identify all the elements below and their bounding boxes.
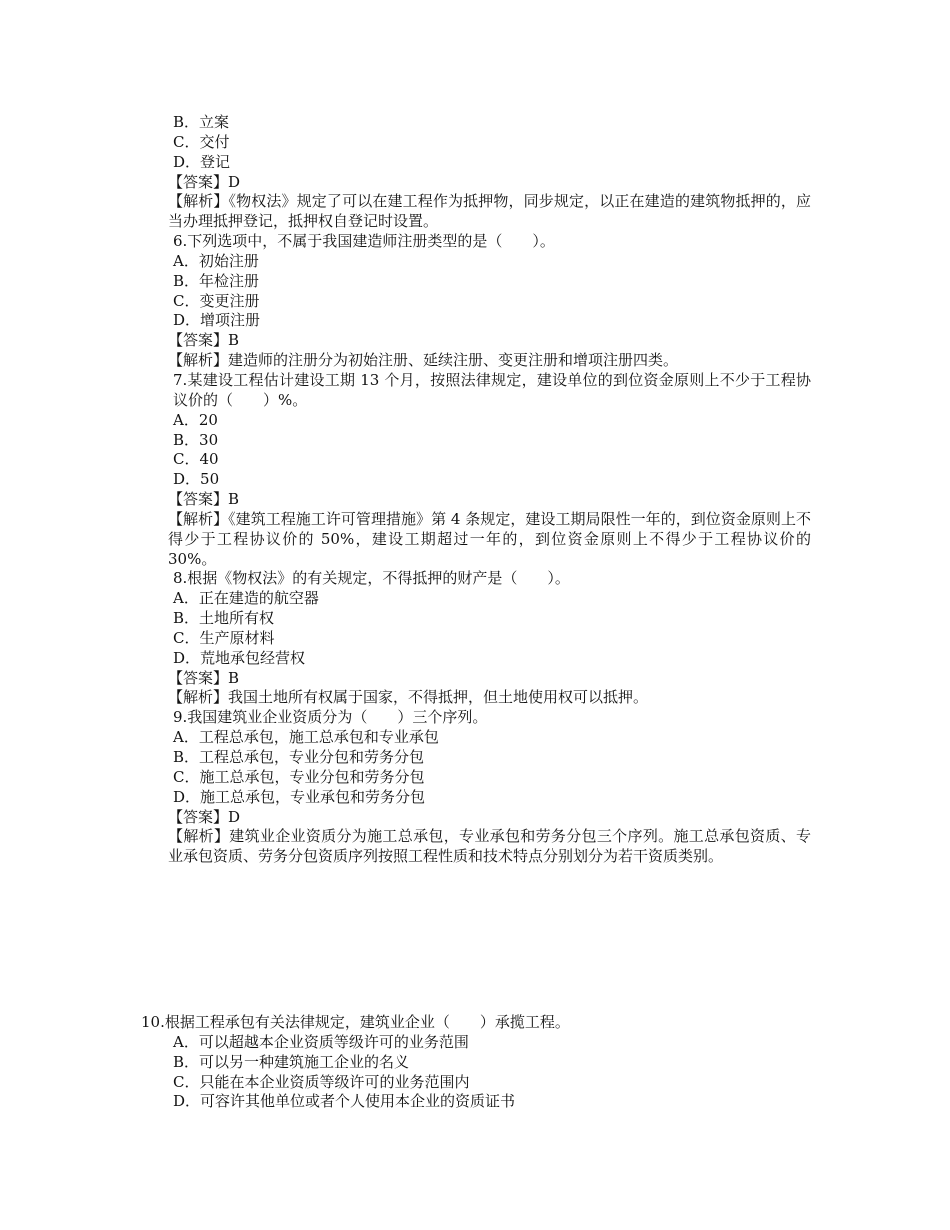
text-line: C．施工总承包，专业分包和劳务分包 (173, 767, 425, 786)
text-line: 【解析】《物权法》规定了可以在建工程作为抵押物，同步规定，以正在建造的建筑物抵押的，应当办理抵押登记，抵押权自登记时设置。 (168, 192, 811, 231)
text-line: 8.根据《物权法》的有关规定，不得抵押的财产是（ ）。 (173, 569, 570, 588)
text-line: A．可以超越本企业资质等级许可的业务范围 (173, 1032, 469, 1051)
text-line: 【答案】B (168, 668, 240, 687)
text-line: 【答案】D (168, 807, 241, 826)
text-line: 7.某建设工程估计建设工期 13 个月，按照法律规定，建设单位的到位资金原则上不少于工程协议价的（ ）%。 (173, 370, 811, 409)
text-line: A．初始注册 (173, 251, 259, 270)
text-line: 【解析】建筑业企业资质分为施工总承包，专业承包和劳务分包三个序列。施工总承包资质、专业承包资质、劳务分包资质序列按照工程性质和技术特点分别划分为若干资质类别。 (168, 827, 811, 866)
text-line: C．生产原材料 (173, 628, 275, 647)
questions-block-1 (141, 113, 811, 867)
text-line: 9.我国建筑业企业资质分为（ ）三个序列。 (173, 708, 488, 727)
text-line: B．可以另一种建筑施工企业的名义 (173, 1052, 410, 1071)
text-line: 【答案】B (168, 331, 240, 350)
text-line: A．20 (173, 410, 218, 429)
text-line: 【答案】B (168, 490, 240, 509)
text-line: A．正在建造的航空器 (173, 589, 319, 608)
text-line: 【解析】《建筑工程施工许可管理措施》第 4 条规定，建设工期局限性一年的，到位资金原则上不得少于工程协议价的 50%，建设工期超过一年的，到位资金原则上不得少于工程协议价的 30%。 (168, 509, 811, 568)
text-line: B．工程总承包，专业分包和劳务分包 (173, 748, 425, 766)
text-line: 【解析】我国土地所有权属于国家，不得抵押，但土地使用权可以抵押。 (168, 688, 649, 707)
text-line: B．30 (173, 430, 219, 449)
text-line: 10.根据工程承包有关法律规定，建筑业企业（ ）承揽工程。 (141, 1013, 570, 1031)
text-line: B．土地所有权 (173, 609, 275, 628)
text-line: C．只能在本企业资质等级许可的业务范围内 (173, 1072, 470, 1091)
text-line: B．立案 (173, 113, 230, 131)
text-line: D．可容许其他单位或者个人使用本企业的资质证书 (173, 1092, 516, 1111)
questions-block-2 (141, 1013, 811, 1112)
text-line: D．50 (173, 470, 220, 489)
text-line: B．年检注册 (173, 271, 260, 290)
text-line: 6.下列选项中，不属于我国建造师注册类型的是（ ）。 (173, 232, 555, 251)
text-line: A．工程总承包，施工总承包和专业承包 (173, 728, 439, 747)
text-line: D．施工总承包，专业承包和劳务分包 (173, 787, 426, 806)
text-line: 【解析】建造师的注册分为初始注册、延续注册、变更注册和增项注册四类。 (168, 351, 679, 370)
text-line: D．登记 (173, 152, 231, 171)
text-line: 【答案】D (168, 172, 241, 191)
text-line: C．变更注册 (173, 291, 260, 310)
text-line: D．荒地承包经营权 (173, 648, 306, 667)
text-line: C．交付 (173, 132, 230, 151)
text-line: D．增项注册 (173, 311, 261, 330)
text-line: C．40 (173, 450, 219, 469)
